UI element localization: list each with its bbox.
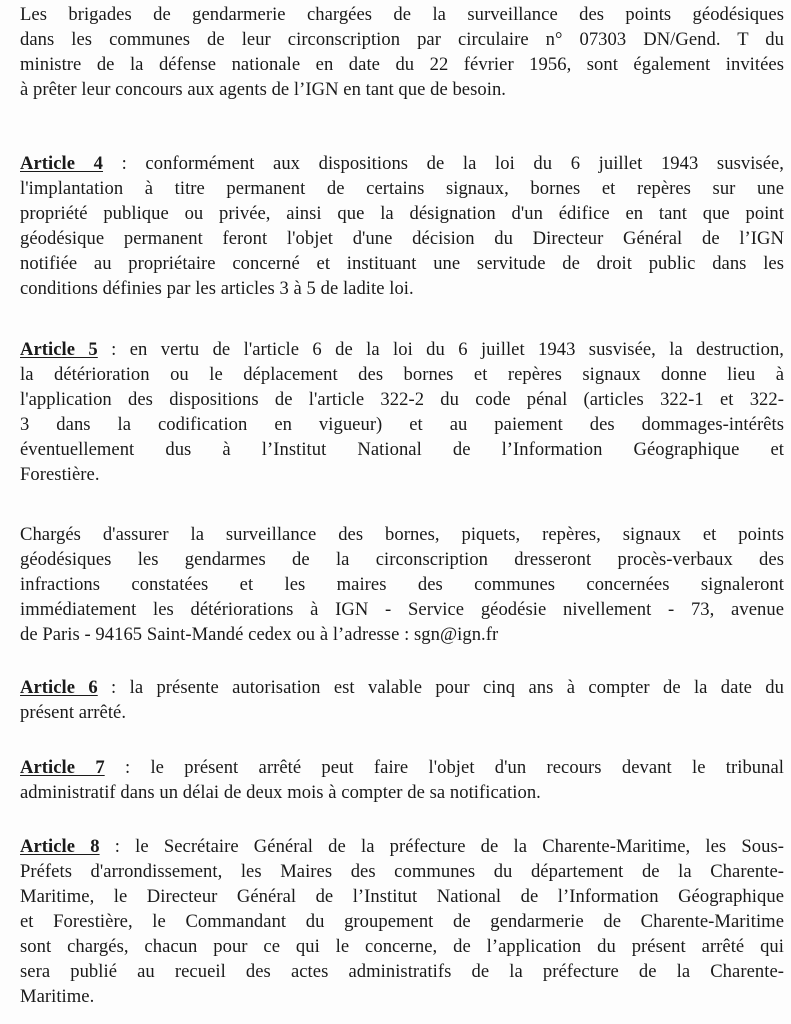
text-line: notifiée au propriétaire concerné et instituant une servitude de droit public dans les (20, 253, 784, 274)
text-line: administratif dans un délai de deux mois à compter de sa notification. (20, 782, 541, 803)
article-5-paragraph (20, 337, 784, 487)
article-5-first-line: : en vertu de l'article 6 de la loi du 6 juillet 1943 susvisée, la destruction, (97, 339, 784, 360)
text-line: à prêter leur concours aux agents de l’IGN en tant que de besoin. (20, 79, 506, 100)
article-8-first-line: : le Secrétaire Général de la préfecture de la Charente-Maritime, les Sous- (99, 836, 784, 857)
text-line: ministre de la défense nationale en date du 22 février 1956, sont également invitées (20, 54, 784, 75)
text-line: infractions constatées et les maires des communes concernées signaleront (20, 574, 784, 595)
article-5-label: Article 5 (20, 339, 98, 360)
text-line: Maritime. (20, 986, 95, 1007)
intro-paragraph (20, 2, 784, 102)
text-line: Les brigades de gendarmerie chargées de la surveillance des points géodésiques (20, 4, 784, 25)
text-line: et Forestière, le Commandant du groupement de gendarmerie de Charente-Maritime (20, 911, 784, 932)
surveillance-paragraph (20, 522, 784, 647)
text-line: Préfets d'arrondissement, les Maires des communes du département de la Charente- (20, 861, 784, 882)
article-8-label: Article 8 (20, 836, 100, 857)
text-line (20, 675, 784, 700)
text-line: l'implantation à titre permanent de certains signaux, bornes et repères sur une (20, 178, 784, 199)
text-line: Chargés d'assurer la surveillance des bornes, piquets, repères, signaux et points (20, 524, 784, 545)
article-8-paragraph (20, 834, 784, 1009)
article-7-label: Article 7 (20, 757, 105, 778)
text-line: conditions définies par les articles 3 à 5 de ladite loi. (20, 278, 414, 299)
article-7-first-line: : le présent arrêté peut faire l'objet d'un recours devant le tribunal (104, 757, 784, 778)
article-4-first-line: : conformément aux dispositions de la loi du 6 juillet 1943 susvisée, (103, 153, 784, 174)
text-line: Maritime, le Directeur Général de l’Institut National de l’Information Géographique (20, 886, 784, 907)
text-line: géodésique permanent feront l'objet d'une décision du Directeur Général de l’IGN (20, 228, 784, 249)
text-line: propriété publique ou privée, ainsi que la désignation d'un édifice en tant que point (20, 203, 784, 224)
article-6-paragraph (20, 675, 784, 725)
text-line: présent arrêté. (20, 702, 127, 723)
article-7-paragraph (20, 755, 784, 805)
text-line (20, 151, 784, 176)
text-line: la détérioration ou le déplacement des bornes et repères signaux donne lieu à (20, 364, 784, 385)
article-6-first-line: : la présente autorisation est valable pour cinq ans à compter de la date du (97, 677, 784, 698)
article-4-label: Article 4 (20, 153, 104, 174)
article-6-label: Article 6 (20, 677, 98, 698)
text-line (20, 834, 784, 859)
text-line: 3 dans la codification en vigueur) et au paiement des dommages-intérêts (20, 414, 784, 435)
text-line (20, 755, 784, 780)
text-line: Forestière. (20, 464, 100, 485)
text-line: sont chargés, chacun pour ce qui le concerne, de l’application du présent arrêté qui (20, 936, 784, 957)
text-line: dans les communes de leur circonscription par circulaire n° 07303 DN/Gend. T du (20, 29, 784, 50)
text-line (20, 337, 784, 362)
text-line: éventuellement dus à l’Institut National de l’Information Géographique et (20, 439, 784, 460)
article-4-paragraph (20, 151, 784, 301)
text-line: l'application des dispositions de l'article 322-2 du code pénal (articles 322-1 et 322- (20, 389, 784, 410)
text-line: immédiatement les détériorations à IGN - Service géodésie nivellement - 73, avenue (20, 599, 784, 620)
text-line: de Paris - 94165 Saint-Mandé cedex ou à l’adresse : sgn@ign.fr (20, 624, 499, 645)
text-line: sera publié au recueil des actes administratifs de la préfecture de la Charente- (20, 961, 784, 982)
text-line: géodésiques les gendarmes de la circonscription dresseront procès-verbaux des (20, 549, 784, 570)
